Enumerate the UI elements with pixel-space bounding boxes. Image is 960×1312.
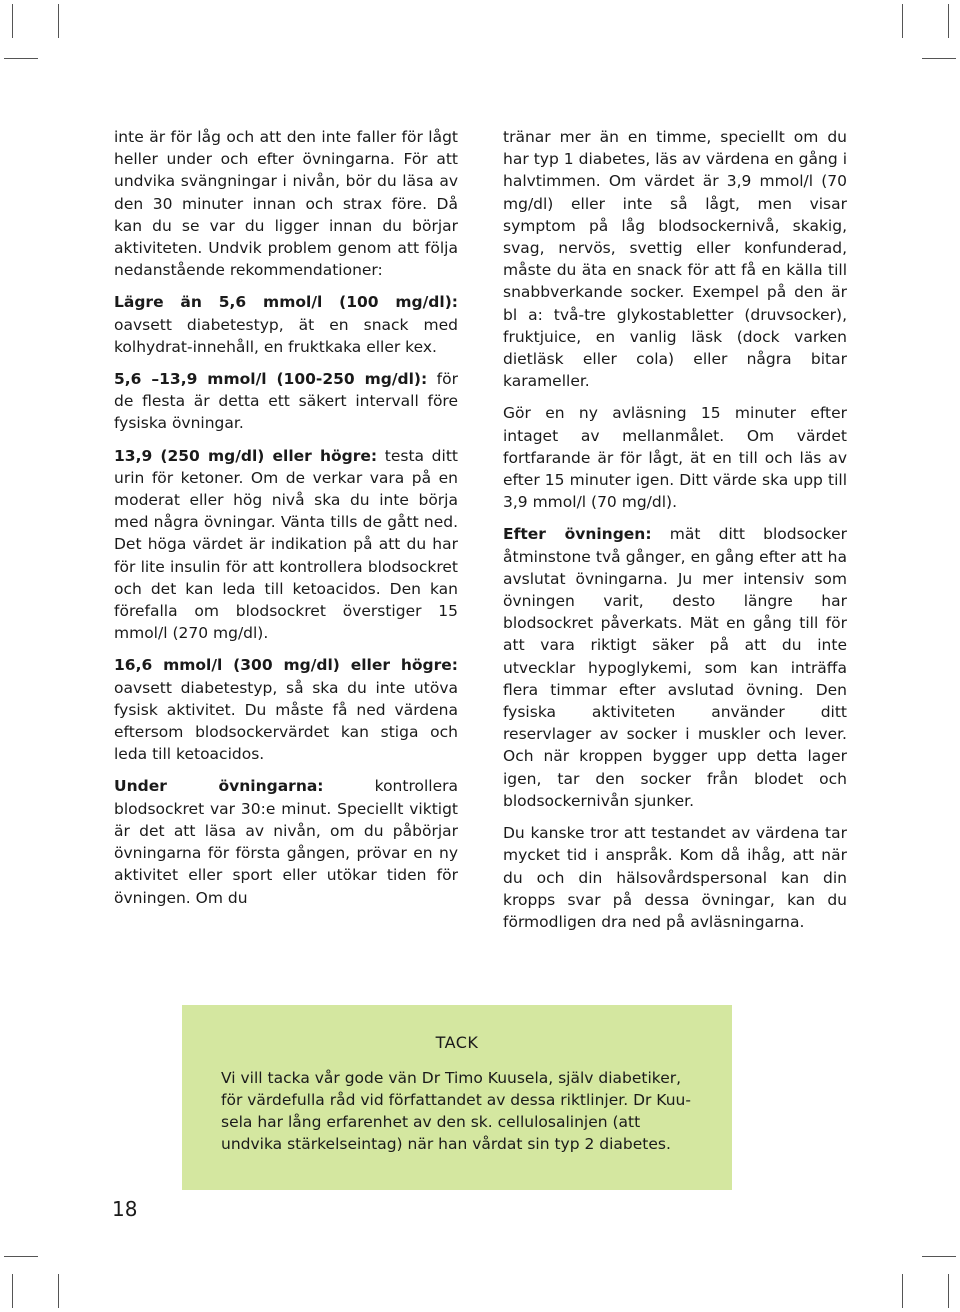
acknowledgement-title: TACK	[435, 1033, 479, 1052]
paragraph-new-reading: Gör en ny avläsning 15 minuter efter intaget av mellanmålet. Om värdet fortfarande är för lågt, ät en till och läs av efter 15 minuter igen. Ditt värde ska upp till 3,9 mmol/l (70 mg/dl).	[503, 404, 847, 512]
crop-mark-bottom-left-h	[4, 1256, 38, 1257]
right-column	[503, 126, 847, 943]
crop-mark-top-left-h	[4, 58, 38, 59]
crop-mark-top-right-v2	[948, 4, 949, 38]
paragraph-below-5-6: Lägre än 5,6 mmol/l (100 mg/dl): oavsett diabetestyp, ät en snack med kolhydrat-innehåll, en fruktkaka eller kex.	[114, 293, 458, 356]
crop-mark-top-left-v	[12, 4, 13, 38]
acknowledgement-box	[182, 1005, 732, 1190]
paragraph-lead: Lägre än 5,6 mmol/l (100 mg/dl):	[114, 293, 458, 312]
paragraph-lead: 5,6 –13,9 mmol/l (100-250 mg/dl):	[114, 370, 428, 389]
crop-mark-bottom-left-v2	[58, 1274, 59, 1308]
crop-mark-top-left-v2	[58, 4, 59, 38]
paragraph-during-exercise: Under övningarna: kontrollera blodsockret var 30:e minut. Speciellt viktigt är det att läsa av nivån, om du påbörjar övningarna för första gången, prövar en ny aktivitet eller sport eller utökar tiden för övningen. Om du	[114, 777, 458, 907]
paragraph-lead: Under övningarna:	[114, 777, 324, 796]
paragraph-5-6-to-13-9: 5,6 –13,9 mmol/l (100-250 mg/dl): för de flesta är detta ett säkert intervall före fysiska övningar.	[114, 370, 458, 433]
crop-mark-top-right-h	[922, 58, 956, 59]
crop-mark-bottom-left-v	[12, 1274, 13, 1308]
paragraph-lead: 13,9 (250 mg/dl) eller högre:	[114, 446, 378, 465]
crop-mark-top-right-v	[902, 4, 903, 38]
crop-mark-bottom-right-v	[902, 1274, 903, 1308]
paragraph-lead: 16,6 mmol/l (300 mg/dl) eller högre:	[114, 656, 458, 675]
crop-mark-bottom-right-v2	[948, 1274, 949, 1308]
paragraph-testing-time: Du kanske tror att testandet av värdena tar mycket tid i anspråk. Kom då ihåg, att när du och din hälsovårdspersonal kan din kropps svar på dessa övningar, kan du förmodligen dra ned på avläsningarna.	[503, 824, 847, 931]
paragraph-13-9-or-higher: 13,9 (250 mg/dl) eller högre: testa ditt urin för ketoner. Om de verkar vara på en moderat eller hög nivå ska du inte börja med några övningar. Vänta tills de gått ned. Det höga värdet är indikation på att du har för lite insulin för att kontrollera blodsockret och det kan leda till ketoacidos. Den kan förefalla om blodsockret överstiger 15 mmol/l (270 mg/dl).	[114, 446, 458, 643]
page-number: 18	[112, 1197, 138, 1221]
paragraph-continued: tränar mer än en timme, speciellt om du har typ 1 diabetes, läs av värdena en gång i halvtimmen. Om värdet är 3,9 mmol/l (70 mg/dl) eller inte så lågt, men visar symptom på låg blodsockernivå, skakig, svag, nervös, svettig eller konfunderad, måste du äta en snack för att få en källa till snabbverkande socker. Exempel på den är bl a: två-tre glykostabletter (druvsocker), fruktjuice, en vanlig läsk (dock varken dietläsk eller cola) eller några bitar karameller.	[503, 128, 847, 391]
paragraph-16-6-or-higher: 16,6 mmol/l (300 mg/dl) eller högre: oavsett diabetestyp, så ska du inte utöva fysisk aktivitet. Du måste få ned värdena eftersom blodsockervärdet kan stiga och leda till ketoacidos.	[114, 656, 458, 764]
paragraph-intro: inte är för låg och att den inte faller för lågt heller under och efter övningarna. För att undvika svängningar i nivån, bör du läsa av den 30 minuter innan och strax före. Då kan du se var du ligger innan du börjar aktiviteten. Undvik problem genom att följa nedanstående rekommendationer:	[114, 128, 458, 280]
acknowledgement-text: Vi vill tacka vår gode vän Dr Timo Kuusela, själv diabetiker, för värdefulla råd vid författandet av dessa riktlinjer. Dr Kuu-sela har lång erfarenhet av den sk. cellulosalinjen (att undvika stärkelseintag) när han vårdat sin typ 2 diabetes.	[221, 1069, 691, 1153]
paragraph-lead: Efter övningen:	[503, 525, 652, 544]
crop-mark-bottom-right-h	[922, 1256, 956, 1257]
left-column	[114, 126, 458, 919]
paragraph-after-exercise: Efter övningen: mät ditt blodsocker åtminstone två gånger, en gång efter att ha avslutat övningarna. Ju mer intensiv som övningen varit, desto längre har blodsockret påverkats. Mät en gång till för att vara riktigt säker på att du inte utvecklar hypoglykemi, som kan inträffa flera timmar efter avslutad övning. Den fysiska aktiviteten använder ditt reservlager av socker i muskler och lever. Och när kroppen bygger upp detta lager igen, tar den socker från blodet och blodsockernivån sjunker.	[503, 525, 847, 810]
